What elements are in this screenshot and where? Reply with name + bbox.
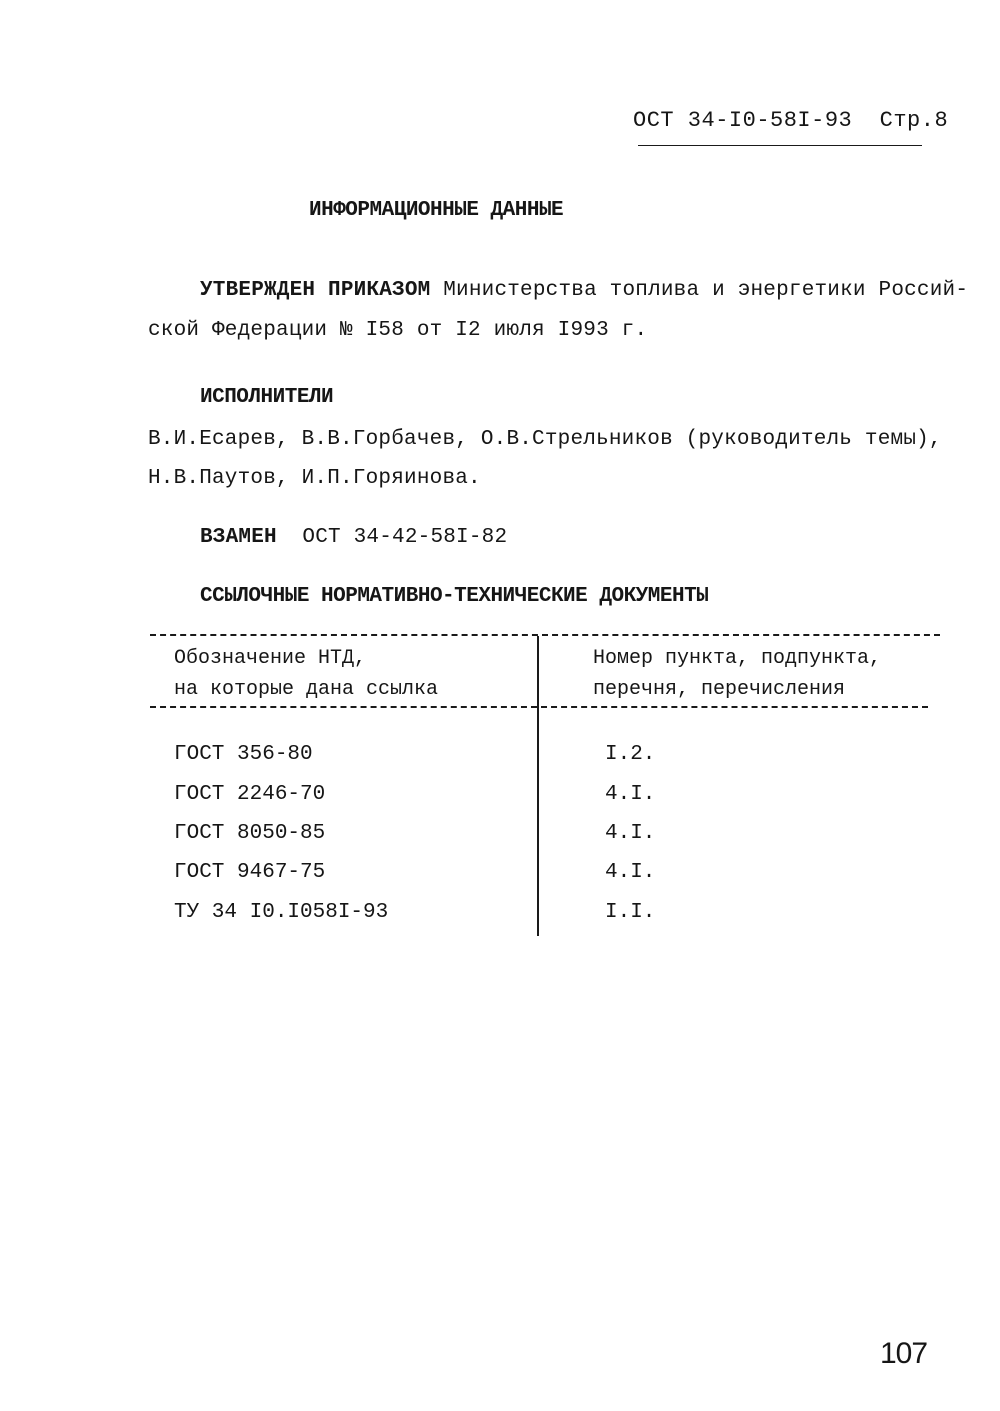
col-2-title-line-2: перечня, перечисления [593, 678, 846, 701]
replaces-line [200, 526, 507, 549]
approved-line-2: ской Федерации № I58 от I2 июля I993 г. [148, 319, 648, 342]
table-row-clause: 4.I. [605, 861, 656, 884]
table-column-divider [537, 636, 539, 936]
executors-line-1: В.И.Есарев, В.В.Горбачев, О.В.Стрельников (руководитель темы), [148, 428, 942, 451]
table-row-doc: ГОСТ 2246-70 [174, 783, 326, 806]
page-label: Стр.8 [879, 108, 949, 133]
executors-line-2: Н.В.Паутов, И.П.Горяинова. [148, 467, 481, 490]
col-1-title-line-1: Обозначение НТД, [174, 647, 367, 670]
table-row-doc: ТУ 34 I0.I058I-93 [174, 901, 389, 924]
table-row-doc: ГОСТ 356-80 [174, 743, 313, 766]
info-title: ИНФОРМАЦИОННЫЕ ДАННЫЕ [309, 199, 564, 222]
header-underline [638, 145, 922, 146]
approved-lead: УТВЕРЖДЕН ПРИКАЗОМ [200, 279, 431, 302]
page-number: 107 [880, 1337, 928, 1370]
table-row-doc: ГОСТ 8050-85 [174, 822, 326, 845]
col-2-title-line-1: Номер пункта, подпункта, [593, 647, 882, 670]
approved-rest: Министерства топлива и энергетики Россий- [443, 279, 969, 302]
table-header-rule [150, 706, 928, 708]
table-header-col-1 [174, 643, 438, 705]
table-row-clause: I.2. [605, 743, 656, 766]
table-row-doc: ГОСТ 9467-75 [174, 861, 326, 884]
document-code: ОСТ 34-I0-58I-93 [633, 108, 853, 133]
document-header [633, 108, 948, 133]
table-row-clause: 4.I. [605, 783, 656, 806]
replaces-label: ВЗАМЕН [200, 526, 277, 549]
table-header-col-2 [593, 643, 881, 705]
executors-title: ИСПОЛНИТЕЛИ [200, 386, 334, 409]
references-title: ССЫЛОЧНЫЕ НОРМАТИВНО-ТЕХНИЧЕСКИЕ ДОКУМЕНТЫ [200, 585, 709, 608]
table-row-clause: 4.I. [605, 822, 656, 845]
col-1-title-line-2: на которые дана ссылка [174, 678, 439, 701]
table-row-clause: I.I. [605, 901, 656, 924]
table-top-rule [150, 634, 940, 636]
approved-line-1 [200, 279, 968, 302]
replaces-value: ОСТ 34-42-58I-82 [302, 526, 508, 549]
